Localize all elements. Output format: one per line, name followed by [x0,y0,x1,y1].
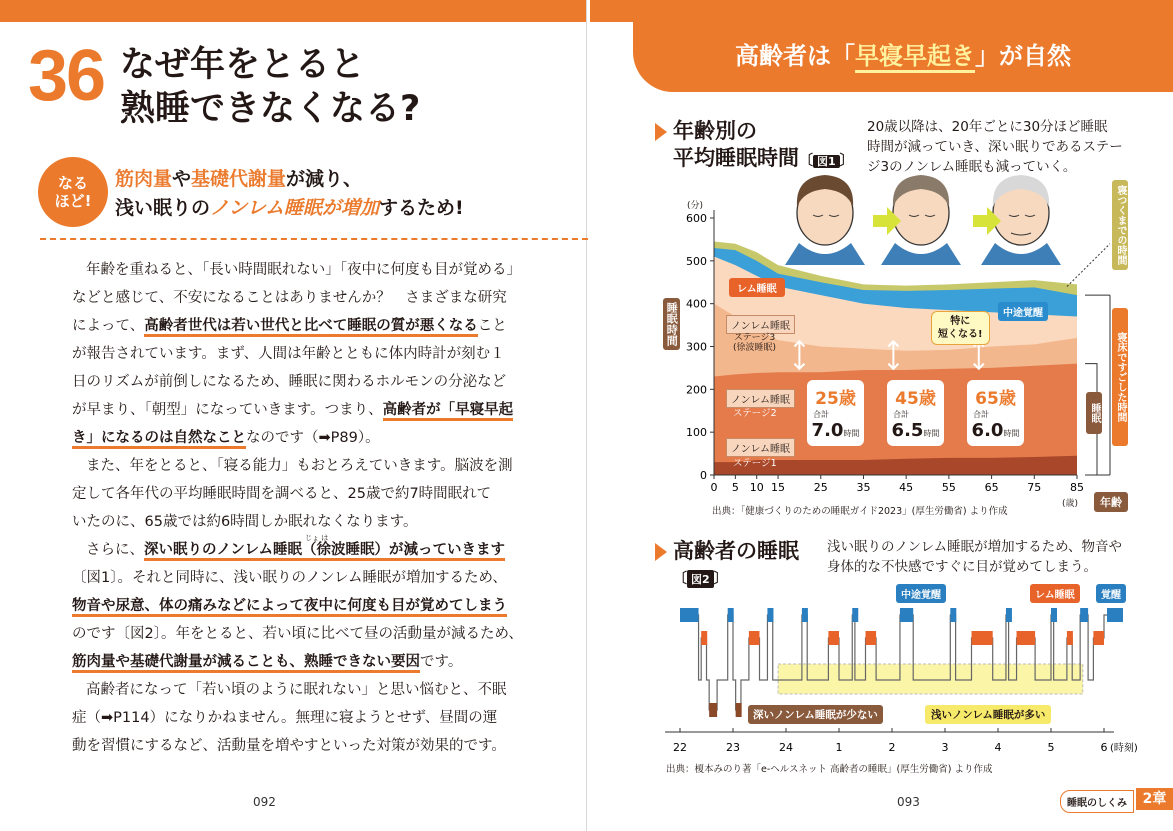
badge-line1: なる [57,174,88,192]
band-label: ノンレム睡眠 [726,389,795,408]
y-tick-label: 0 [700,469,707,482]
body-line: のです〔図2〕。年をとると、若い頃に比べて昼の活動量が減るため、 [72,626,523,642]
total-label: 合計 [973,410,989,419]
section-arrow-icon [655,543,667,561]
body-line: によって、高齢者世代は若い世代と比べて睡眠の質が悪くなること [72,319,507,334]
page-title-line2: 熟睡できなくなる? [120,89,421,129]
naruhodo-badge [38,157,108,227]
divider [40,238,588,240]
body-line: 症（➡P114）になりかねません。無理に寝ようとせず、昼間の運 [72,710,498,726]
sleep-time-chart [655,175,1145,515]
ruby-text: じょ は [305,534,329,542]
stage-block-wake [728,608,734,622]
body-line: また、年をとると、「寝る能力」もおとろえていきます。脳波を測 [86,458,513,474]
section1-desc-line: 20歳以降は、20年ごとに30分ほど睡眠 [867,119,1108,135]
callout-light: 浅いノンレム睡眠が多い [925,705,1051,724]
body-line: いたのに、65歳では約6時間しか眠れなくなります。 [72,514,418,530]
y-tick-label: 200 [686,383,707,397]
sub-text: 浅い眠りの [115,197,211,219]
annotation-text: 短くなる! [938,329,983,340]
legend-wake: 覚醒 [1096,584,1126,603]
hypnogram-line [680,615,1112,710]
stage-block-rem [866,631,877,645]
body-line: 定して各年代の平均睡眠時間を調べると、25歳で約7時間眠れて [72,486,492,502]
total-age: 25歳 [815,389,856,409]
time-tick-label: 23 [726,741,740,754]
band-label: ノンレム睡眠 [726,438,795,457]
banner-highlight: 早寝早起き [855,42,975,73]
band-label-text: (徐波睡眠) [733,342,777,353]
banner-post: 」が自然 [975,42,1071,70]
body-line: 筋肉量や基礎代謝量が減ることも、熟睡できない要因です。 [72,655,462,670]
annotation-callout [931,311,990,345]
total-box-65 [967,380,1024,446]
body-line: が早まり、「朝型」になっていきます。つまり、高齢者が「早寝早起 [72,403,513,418]
section2-desc-line: 身体的な不快感ですぐに目が覚めてしまう。 [827,559,1097,575]
x-tick-label: 75 [1027,481,1042,494]
chapter-number: 36 [28,36,105,116]
total-unit: 時間 [843,429,860,438]
x-tick-label: 0 [710,481,718,494]
y-tick-label: 300 [686,340,707,354]
section1-title-line1: 年齢別の [673,119,757,143]
body-line: 物音や尿意、体の痛みなどによって夜中に何度も目が覚めてしまう [72,599,507,614]
time-tick-label: 5 [1047,741,1055,754]
legend-wake-mid: 中途覚醒 [896,584,946,603]
total-box-45 [887,380,944,446]
annotation-text: 特に [950,316,971,327]
x-tick-label: 35 [856,481,871,494]
y-tick-label: 500 [686,254,707,268]
stage-block-wake [1107,608,1123,622]
sub-keyword: 基礎代謝量 [191,168,287,190]
legend-rem: レム睡眠 [1030,584,1080,603]
time-unit: (時刻) [1110,743,1138,754]
band-label: ノンレム睡眠 [726,315,795,334]
x-tick-label: 85 [1070,481,1084,494]
chapter-tab-number: 2章 [1136,788,1173,810]
stage-block-rem [1017,631,1036,645]
stage-block-rem [1067,631,1073,645]
y-tick-label: 400 [686,297,707,311]
y-tick-label: 100 [686,426,707,440]
x-axis-title: 年齢 [1094,492,1128,512]
top-bar-left [0,0,586,22]
body-line: さらに、深い眠りのノンレム睡眠（徐波睡眠）が減っていきます [86,543,505,558]
section1-title-line2: 平均睡眠時間〔 図1 〕 [673,146,854,170]
subtitle-line2 [115,199,464,218]
sub-text: が減り、 [286,168,363,190]
chapter-tab-label: 睡眠のしくみ [1060,790,1134,813]
sub-keyword: ノンレム睡眠が増加 [210,197,380,219]
hypnogram-chart [655,580,1138,765]
subtitle-line1 [115,170,362,189]
stage-block-wake [1006,608,1012,622]
figure-label: 図2 [687,570,714,588]
section1-title-text: 平均睡眠時間 [673,146,799,170]
stage-block-wake [767,608,773,622]
sub-keyword: 筋肉量 [115,168,173,190]
side-label-sleep: 睡眠 [1086,392,1102,434]
total-label: 合計 [813,410,829,419]
section2-fig: 〔 図2 〕 [673,571,728,587]
stage-block-wake [1051,608,1057,622]
source-note-1: 出典：「健康づくりのための睡眠ガイド2023」(厚生労働省) より作成 [712,506,1008,517]
x-tick-label: 15 [771,481,786,494]
band-label-wake: 中途覚醒 [998,302,1048,321]
x-unit: (歳) [1062,499,1079,509]
total-age: 65歳 [975,389,1016,409]
stage-block-deep [736,703,742,717]
stage-block-rem [1093,631,1104,645]
section2-desc-line: 浅い眠りのノンレム睡眠が増加するため、物音や [827,539,1123,555]
body-line: 〔図1〕。それと同時に、浅い眠りのノンレム睡眠が増加するため、 [72,570,507,586]
stage-block-rem [828,631,839,645]
time-tick-label: 1 [835,741,843,754]
badge-line2: ほど! [54,192,92,210]
stage-block-deep [709,703,717,717]
source-note-2: 出典：榎本みのり著「e-ヘルスネット 高齢者の睡眠」(厚生労働省) より作成 [666,764,993,775]
total-hours: 7.0 [811,420,844,441]
section2-title: 高齢者の睡眠 [673,539,799,563]
body-line: 高齢者になって「若い頃のように眠れない」と思い悩むと、不眠 [86,682,507,698]
band-label: レム睡眠 [729,278,785,297]
top-bar-right [590,0,1173,22]
faces-illustration [785,175,1061,265]
page-title-line1: なぜ年をとると [120,45,366,85]
stage-block-wake [680,608,699,622]
stage-block-rem [972,631,993,645]
sub-text: や [172,168,192,190]
body-line: き」になるのは自然なことなのです（➡P89）。 [72,431,380,446]
sub-text: するため! [379,197,464,219]
y-tick-label: 600 [686,212,707,225]
total-hours: 6.5 [891,420,924,441]
time-tick-label: 3 [941,741,949,754]
body-line: が報告されています。まず、人間は年齢とともに体内時計が刻む１ [72,346,505,362]
total-unit: 時間 [1003,429,1020,438]
total-box-25 [807,380,864,446]
side-label-onset: 寝つくまでの時間 [1112,180,1128,270]
time-tick-label: 24 [779,741,793,754]
band-label-text: ステージ3 [733,333,776,343]
figure-label: 図1 [813,155,840,168]
x-tick-label: 45 [899,481,914,494]
x-tick-label: 25 [813,481,828,494]
x-tick-label: 55 [941,481,956,494]
band-label: ステージ2 [733,408,777,419]
time-tick-label: 2 [888,741,896,754]
page-gutter [586,0,587,831]
band-label [733,334,776,354]
page-number-left: 092 [253,795,276,809]
band-label: ステージ1 [733,458,777,469]
x-tick-label: 10 [749,481,764,494]
x-tick-label: 65 [984,481,999,494]
total-hours: 6.0 [971,420,1004,441]
body-line: 日のリズムが前倒しになるため、睡眠に関わるホルモンの分泌など [72,374,507,390]
body-line: 年齢を重ねると、「長い時間眠れない」「夜中に何度も目が覚める」 [86,262,521,278]
stage-block-wake [1080,608,1088,622]
light-nrem-band [778,664,1083,694]
stage-block-wake [852,608,858,622]
callout-deep: 深いノンレム睡眠が少ない [748,705,883,724]
section1-desc-line: ジ3のノンレム睡眠も減っていく。 [867,159,1077,175]
side-label-inbed: 寝床ですごした時間 [1112,308,1128,446]
stage-block-wake [900,608,913,622]
stage-block-rem [701,631,707,645]
total-label: 合計 [893,410,909,419]
banner-title [633,44,1173,68]
section1-desc-line: 時間が減っていき、深い眠りであるステー [867,139,1123,155]
body-line: などと感じて、不安になることはありませんか？ さまざまな研究 [72,290,507,306]
time-tick-label: 4 [994,741,1002,754]
leader-line [1067,244,1110,287]
y-axis-title: 睡眠時間 [663,298,680,350]
stage-block-wake [802,608,808,622]
y-unit: (分) [687,201,704,211]
time-tick-label: 6 [1100,741,1108,754]
stage-block-rem [749,631,760,645]
stage-block-wake [950,608,956,622]
body-line: 動を習慣にするなど、活動量を増やすといった対策が効果的です。 [72,738,506,754]
section-arrow-icon [655,123,667,141]
time-tick-label: 22 [673,741,687,754]
x-tick-label: 5 [731,481,739,494]
banner-pre: 高齢者は「 [735,42,855,70]
total-unit: 時間 [923,429,940,438]
total-age: 45歳 [895,389,936,409]
page-number-right: 093 [897,795,920,809]
